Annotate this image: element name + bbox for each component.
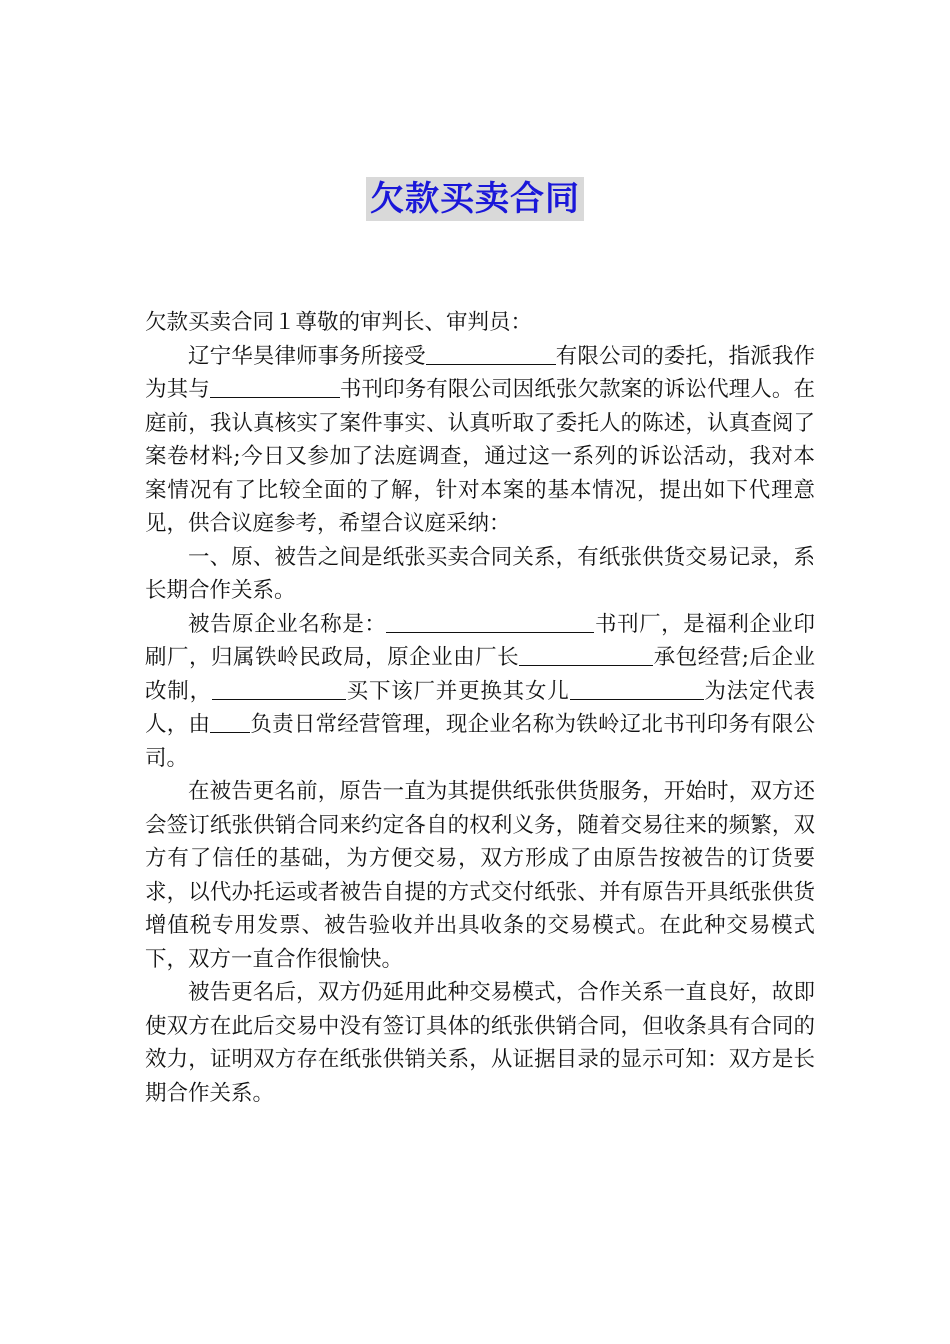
- paragraph-salutation: 欠款买卖合同１尊敬的审判长、审判员：: [145, 310, 533, 335]
- fill-blank: [210, 375, 340, 398]
- text-segment: 辽宁华昊律师事务所接受: [188, 343, 426, 369]
- text-segment: 被告原企业名称是：: [188, 611, 387, 637]
- paragraph-after-rename: 被告更名后，双方仍延用此种交易模式，合作关系一直良好，故即使双方在此后交易中没有签订具体的纸张供销合同，但收条具有合同的效力，证明双方存在纸张供销关系，从证据目录的显示可知：双方是长期合作关系。: [145, 980, 815, 1106]
- document-body: [145, 306, 815, 1110]
- fill-blank: [386, 610, 594, 633]
- text-segment: 负责日常经营管理，现企业名称为铁岭辽北书刊印务有限公司。: [145, 712, 815, 771]
- text-segment: 有限公司的委托，指派我作为其与: [145, 343, 815, 402]
- document-title: 欠款买卖合同: [366, 177, 584, 221]
- fill-blank: [426, 342, 556, 365]
- fill-blank: [570, 677, 704, 700]
- text-segment: 书刊印务有限公司因纸张欠款案的诉讼代理人。在庭前，我认真核实了案件事实、认真听取了委托人的陈述，认真查阅了案卷材料;今日又参加了法庭调查，通过这一系列的诉讼活动，我对本案情况有了比较全面的了解，针对本案的基本情况，提出如下代理意见，供合议庭参考，希望合议庭采纳：: [145, 377, 815, 536]
- paragraph-before-rename: 在被告更名前，原告一直为其提供纸张供货服务，开始时，双方还会签订纸张供销合同来约定各自的权利义务，随着交易往来的频繁，双方有了信任的基础，为方便交易，双方形成了由原告按被告的订货要求，以代办托运或者被告自提的方式交付纸张、并有原告开具纸张供货增值税专用发票、被告验收并出具收条的交易模式。在此种交易模式下，双方一直合作很愉快。: [145, 779, 815, 972]
- text-segment: 买下该厂并更换其女儿: [345, 678, 570, 704]
- fill-blank: [210, 710, 250, 733]
- fill-blank: [519, 643, 653, 666]
- paragraph-defendant-history: [145, 608, 815, 776]
- paragraph-intro: [145, 340, 815, 541]
- fill-blank: [212, 677, 346, 700]
- paragraph-point-one: 一、原、被告之间是纸张买卖合同关系，有纸张供货交易记录，系长期合作关系。: [145, 544, 815, 603]
- text-segment: 为法定代表人，由: [145, 678, 815, 737]
- title-wrap: [0, 177, 950, 221]
- text-segment: 承包经营;后企业改制，: [145, 645, 815, 704]
- text-segment: 书刊厂，是福利企业印刷厂，归属铁岭民政局，原企业由厂长: [145, 611, 815, 670]
